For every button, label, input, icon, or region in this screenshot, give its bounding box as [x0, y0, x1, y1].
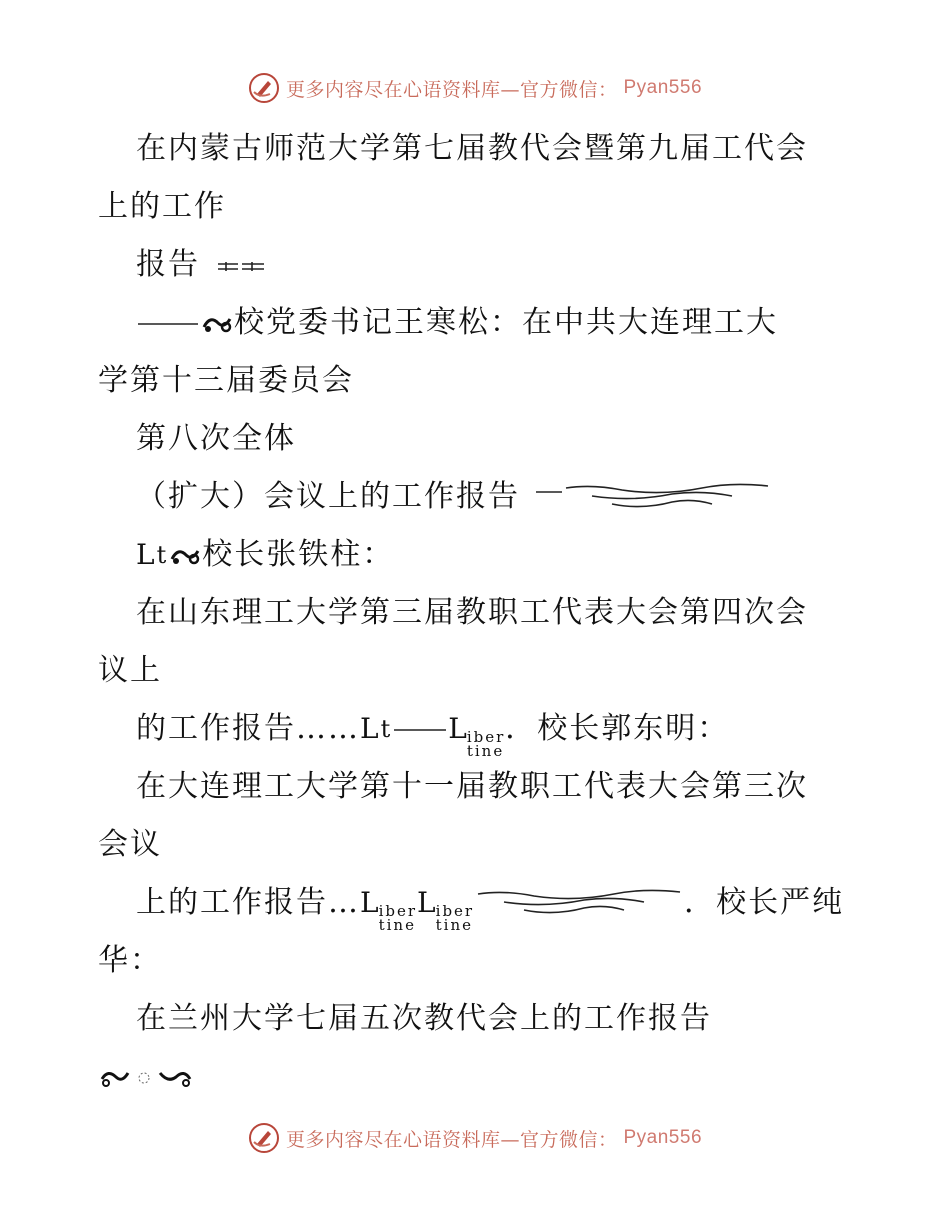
text-line: 上的工作 [98, 189, 226, 224]
text-line: 第八次全体 [136, 421, 296, 456]
text-line: 在兰州大学七届五次教代会上的工作报告 [136, 1001, 712, 1036]
text-line [98, 1048, 858, 1106]
text-line: 的工作报告…… L t L iber tine ．校长郭东明： [98, 700, 858, 758]
text-line: 报告 [98, 236, 858, 294]
text-line: 学第十三届委员会 [98, 363, 354, 398]
text-line: L t 校长张铁柱： [98, 526, 858, 584]
liber-glyph: L iber tine [417, 886, 475, 934]
text-line: 在山东理工大学第三届教职工代表大会第四次会 [136, 595, 808, 630]
ellipsis: … [328, 885, 360, 920]
text-line: 上的工作报告… L iber tine L iber tine ．校长严纯 [98, 874, 858, 932]
watermark-wechat-id: Pyan556 [623, 77, 703, 98]
dash-ornament-icon [212, 256, 272, 276]
wave-ornament-icon [532, 480, 772, 516]
long-dash-icon [392, 720, 448, 740]
ellipsis: …… [296, 711, 360, 746]
lt-glyph: L t [136, 538, 169, 571]
text-line: 华： [98, 943, 162, 978]
watermark-wechat-id: Pyan556 [623, 1127, 703, 1148]
text-line: 在内蒙古师范大学第七届教代会暨第九届工代会 [136, 131, 808, 166]
pen-logo-icon [248, 1122, 280, 1154]
text-line: 会议 [98, 827, 162, 862]
text-line: 校党委书记王寒松：在中共大连理工大 [98, 294, 858, 352]
watermark-text: 更多内容尽在心语资料库—官方微信： [285, 1128, 618, 1151]
watermark-footer [0, 1122, 950, 1154]
text-line: 议上 [98, 653, 162, 688]
fleuron-icon [200, 311, 234, 337]
document-body [98, 120, 858, 1106]
fleuron-icon [168, 543, 202, 569]
long-dash-icon [136, 314, 200, 334]
watermark-text: 更多内容尽在心语资料库—官方微信： [285, 78, 618, 101]
text-line: （扩大）会议上的工作报告 [98, 468, 858, 526]
text-line: 在大连理工大学第十一届教职工代表大会第三次 [136, 769, 808, 804]
wave-ornament-icon [474, 886, 684, 922]
watermark-header [0, 72, 950, 104]
pen-logo-icon [248, 72, 280, 104]
closing-ornament-icon [98, 1065, 194, 1091]
liber-glyph: L iber tine [360, 886, 418, 934]
liber-glyph: L iber tine [448, 712, 506, 760]
lt-glyph: L t [360, 712, 393, 745]
